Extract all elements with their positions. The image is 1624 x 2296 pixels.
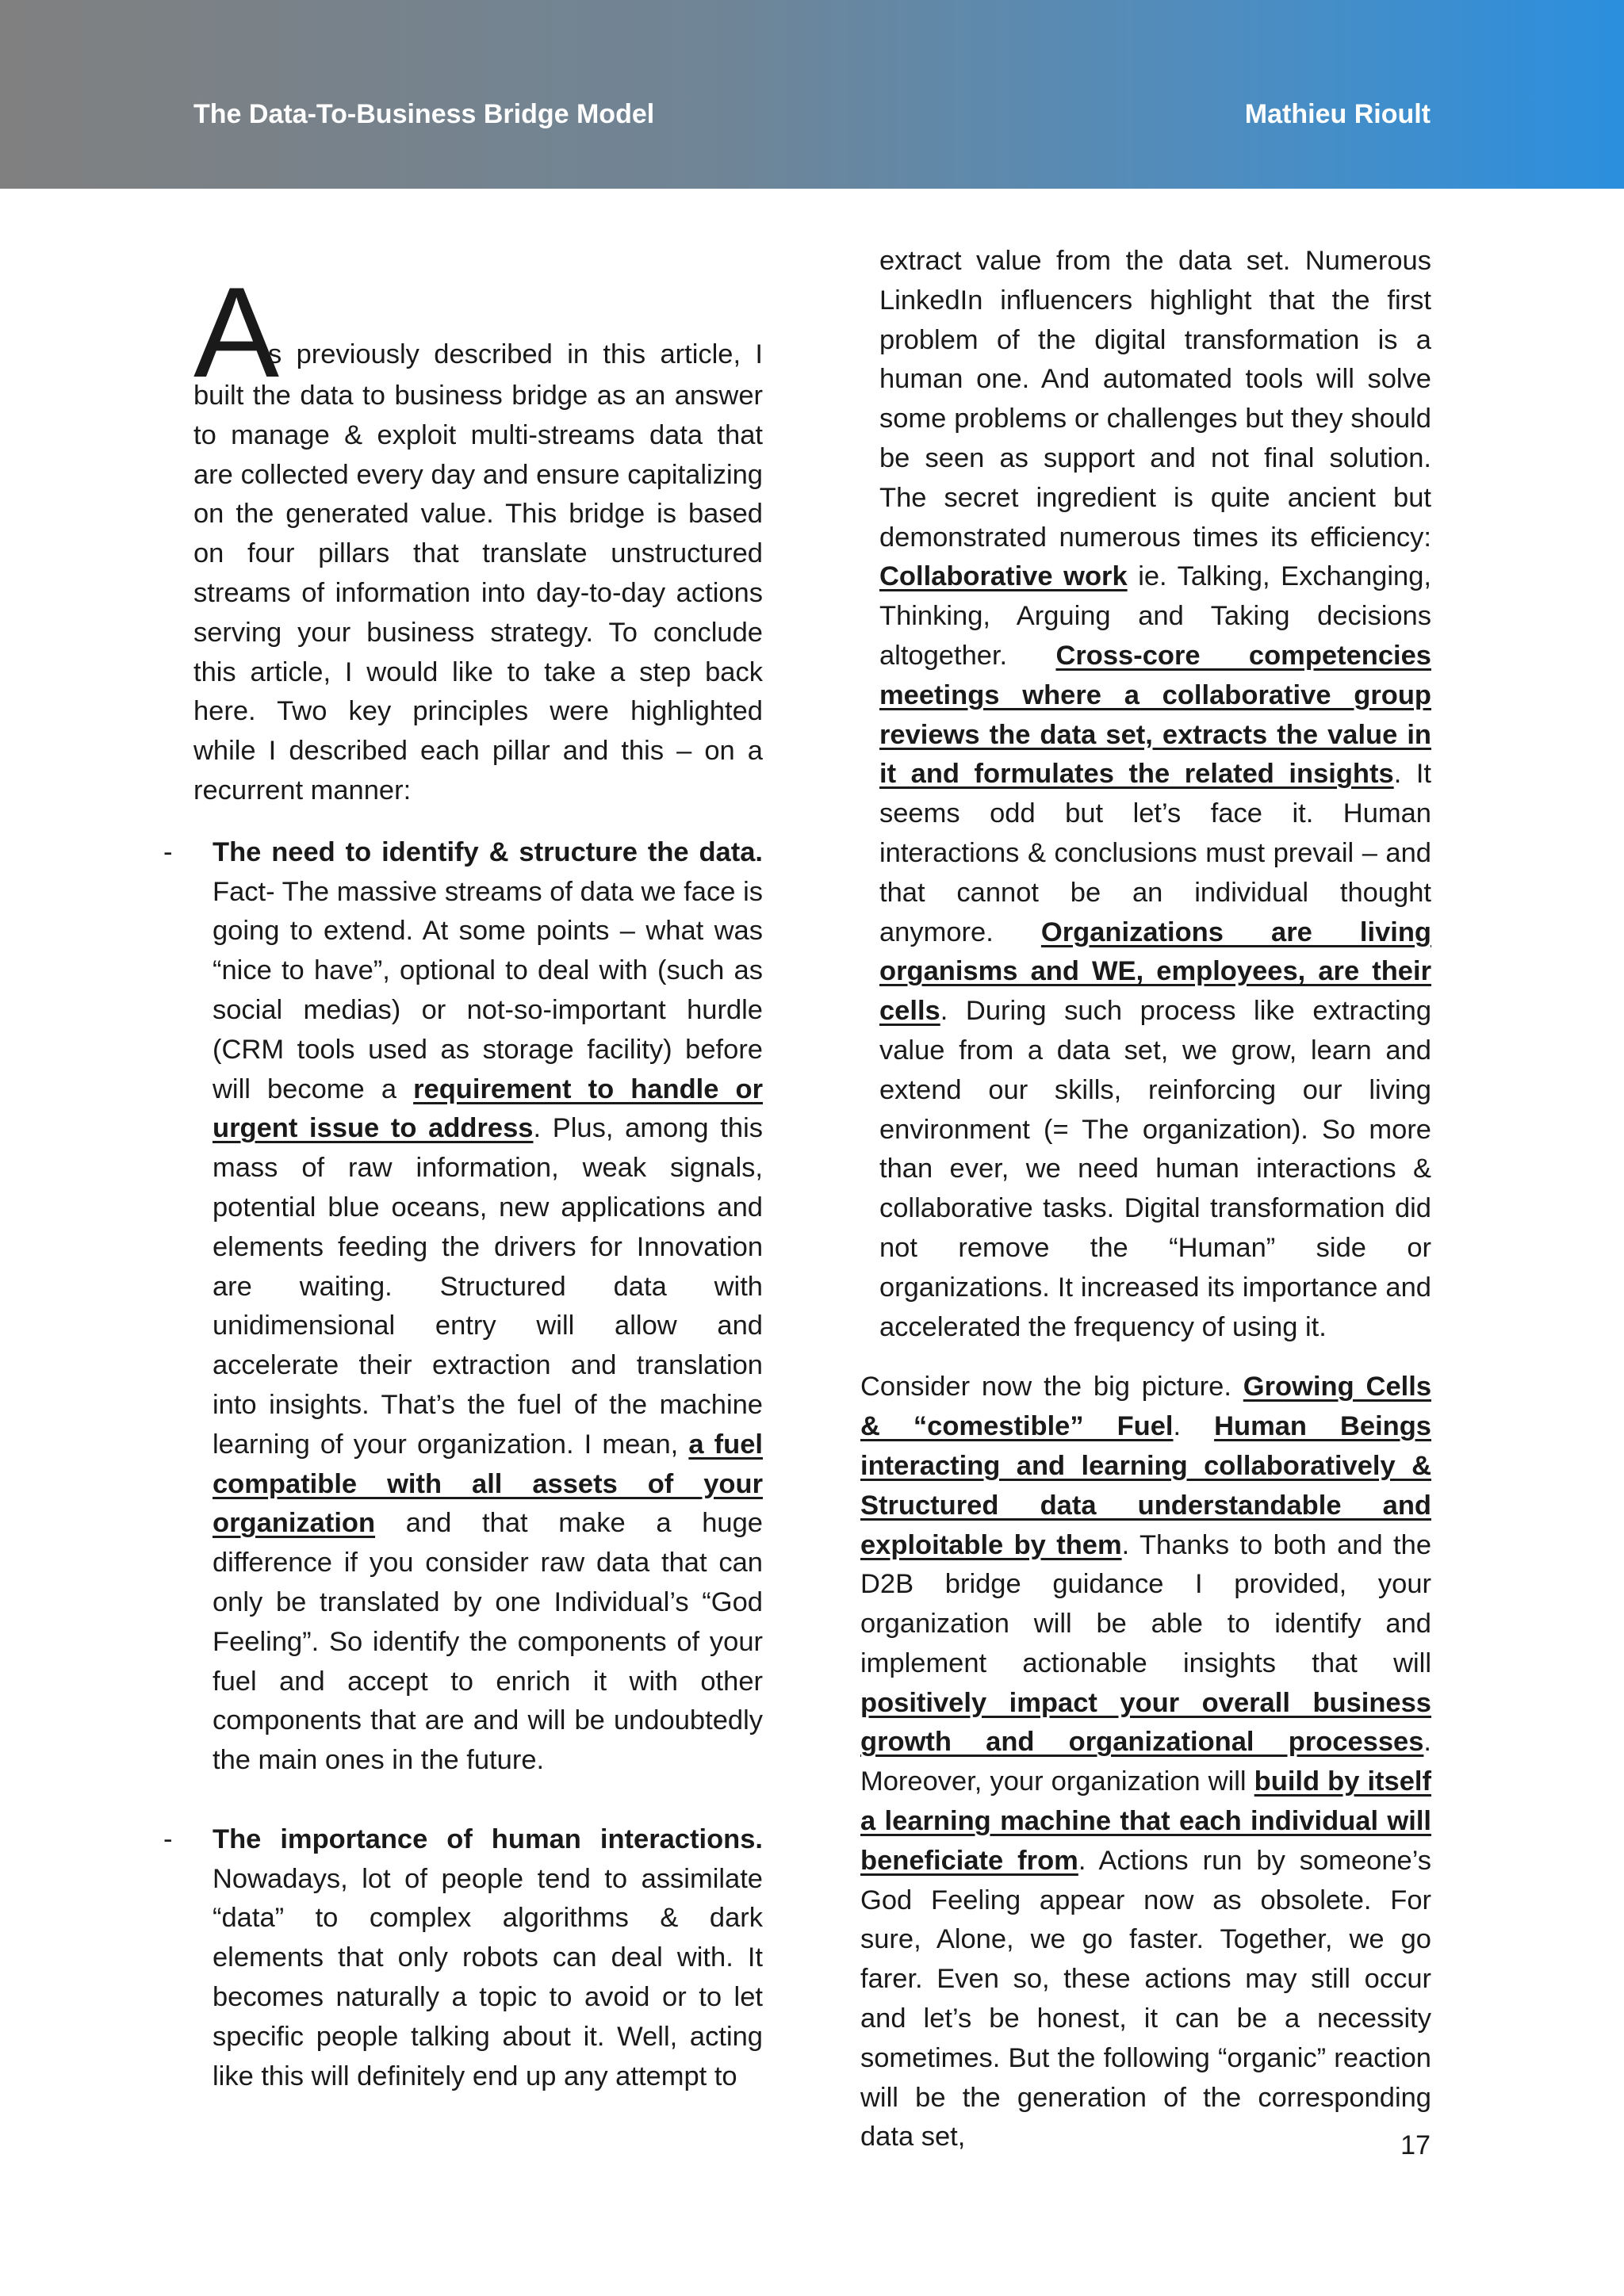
bullet-heading: The need to identify & structure the data. <box>213 836 763 867</box>
emphasis-text: Growing Cells & “comestible” Fuel <box>860 1372 1432 1442</box>
list-item <box>163 833 763 1781</box>
emphasis-text: build by itself a learning machine that each individual will beneficiate from <box>860 1766 1431 1876</box>
bullet-text: Fact- The massive streams of data we face is going to extend. At some points – what was “nice to have”, optional to deal with (such as social medias) or not-so-important hurdle (CRM tools used as storage facility) before will become a <box>213 876 763 1104</box>
bullet-text: and that make a huge difference if you consider raw data that can only be translated by one Individual’s “God Feeling”. So identify the components of your fuel and accept to enrich it with other components that are and will be undoubtedly the main ones in the future. <box>213 1508 763 1776</box>
emphasis-text: positively impact your overall business growth and organizational processes <box>860 1687 1431 1758</box>
bullet-dash: - <box>163 836 173 867</box>
emphasis-text: Human Beings interacting and learning collaboratively & Structured data understandable and exploitable by them <box>860 1411 1431 1560</box>
paragraph-text: . During such process like extracting value from a data set, we grow, learn and extend our skills, reinforcing our living environment (= The organization). So more than ever, we need human interactions & collaborative tasks. Digital transformation did not remove the “Human” side or organizations. It increased its importance and accelerated the frequency of using it. <box>879 996 1431 1342</box>
emphasis-text: a fuel compatible with all assets of your organization <box>213 1429 763 1539</box>
paragraph-text: extract value from the data set. Numerous LinkedIn influencers highlight that the first problem of the digital transformation is a human one. And automated tools will solve some problems or challenges but they should be seen as support and not final solution. The secret ingredient is quite ancient but demonstrated numerous times its efficiency: <box>879 246 1431 553</box>
continuation-paragraph <box>860 242 1431 1347</box>
conclusion-paragraph <box>860 1368 1431 2157</box>
page-header <box>0 0 1624 189</box>
page-number: 17 <box>1400 2130 1431 2160</box>
emphasis-text: Cross-core competencies meetings where a collaborative group reviews the data set, extracts the value in it and formulates the related insights <box>879 640 1431 790</box>
emphasis-text: Collaborative work <box>879 561 1128 592</box>
paragraph-text: . It seems odd but let’s face it. Human interactions & conclusions must prevail – and that cannot be an individual thought anymore. <box>879 759 1431 947</box>
header-author: Mathieu Rioult <box>1244 99 1431 129</box>
bullet-text: Nowadays, lot of people tend to assimilate “data” to complex algorithms & dark elements that only robots can deal with. It becomes naturally a topic to avoid or to let specific people talking about it. Well, acting like this will definitely end up any attempt to <box>213 1863 763 2091</box>
paragraph-text: . <box>1173 1411 1215 1442</box>
intro-first-line <box>193 261 763 404</box>
bullet-dash: - <box>163 1823 173 1854</box>
bullet-heading: The importance of human interactions. <box>213 1823 763 1854</box>
principles-list <box>163 833 763 2097</box>
right-column <box>860 242 1431 2157</box>
intro-paragraph: built the data to business bridge as an answer to manage & exploit multi-streams data that are collected every day and ensure capitalizing on the generated value. This bridge is based on four pillars that translate unstructured streams of information into day-to-day actions serving your business strategy. To conclude this article, I would like to take a step back here. Two key principles were highlighted while I described each pillar and this – on a recurrent manner: <box>193 381 763 806</box>
emphasis-text: requirement to handle or urgent issue to address <box>213 1073 764 1144</box>
emphasis-text: Organizations are living organisms and WE, employees, are their cells <box>879 916 1431 1027</box>
paragraph-text: . Moreover, your organization will <box>860 1727 1431 1797</box>
bullet-text: . Plus, among this mass of raw information, weak signals, potential blue oceans, new applications and elements feeding the drivers for Innovation are waiting. Structured data with unidimensional entry will allow and accelerate their extraction and translation into insights. That’s the fuel of the machine learning of your organization. I mean, <box>213 1113 763 1460</box>
header-title: The Data-To-Business Bridge Model <box>193 99 655 129</box>
paragraph-text: . Thanks to both and the D2B bridge guidance I provided, your organization will be able to identify and implement actionable insights that will <box>860 1529 1432 1678</box>
paragraph-text: . Actions run by someone’s God Feeling appear now as obsolete. For sure, Alone, we go faster. Together, we go farer. Even so, these actions may still occur and let’s be honest, it can be a necessity sometimes. But the following “organic” reaction will be the generation of the corresponding data set, <box>860 1845 1431 2152</box>
left-column <box>163 261 764 2096</box>
paragraph-text: ie. Talking, Exchanging, Thinking, Arguing and Taking decisions altogether. <box>879 561 1431 671</box>
paragraph-text: Consider now the big picture. <box>860 1372 1243 1402</box>
drop-cap: A <box>193 261 280 404</box>
list-item <box>163 1820 763 2097</box>
intro-first-text: s previously described in this article, I <box>268 339 763 369</box>
